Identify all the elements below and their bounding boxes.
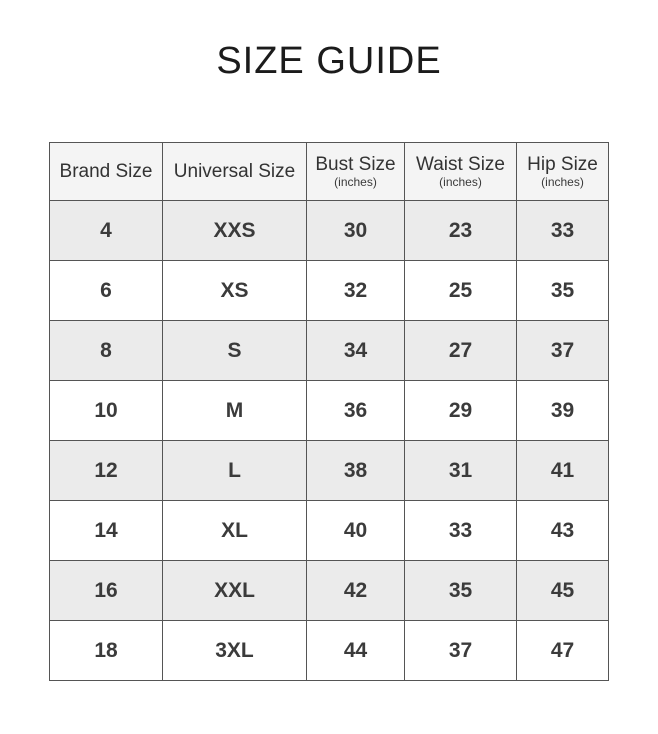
table-cell: 42: [307, 561, 405, 621]
table-cell: 39: [517, 381, 609, 441]
table-cell: 12: [50, 441, 163, 501]
column-header-hip-size: [517, 143, 609, 201]
table-row: [50, 441, 609, 501]
table-cell: 45: [517, 561, 609, 621]
table-row: [50, 621, 609, 681]
table-cell: 44: [307, 621, 405, 681]
table-cell: 33: [405, 501, 517, 561]
table-cell: 34: [307, 321, 405, 381]
table-cell: 37: [405, 621, 517, 681]
column-label: Universal Size: [173, 161, 296, 182]
table-row: [50, 381, 609, 441]
page-title: SIZE GUIDE: [216, 40, 442, 82]
table-cell: 37: [517, 321, 609, 381]
table-cell: 4: [50, 201, 163, 261]
column-header-bust-size: [307, 143, 405, 201]
table-cell: 47: [517, 621, 609, 681]
table-cell: M: [163, 381, 307, 441]
table-row: [50, 261, 609, 321]
table-cell: L: [163, 441, 307, 501]
table-cell: 18: [50, 621, 163, 681]
size-guide-table: [49, 142, 609, 681]
table-row: [50, 201, 609, 261]
table-cell: 3XL: [163, 621, 307, 681]
table-cell: XXS: [163, 201, 307, 261]
table-cell: 32: [307, 261, 405, 321]
table-cell: XXL: [163, 561, 307, 621]
column-header-waist-size: [405, 143, 517, 201]
column-header-brand-size: [50, 143, 163, 201]
table-cell: XS: [163, 261, 307, 321]
table-cell: 30: [307, 201, 405, 261]
table-cell: 23: [405, 201, 517, 261]
table-cell: 16: [50, 561, 163, 621]
table-cell: 36: [307, 381, 405, 441]
table-cell: 29: [405, 381, 517, 441]
table-cell: 33: [517, 201, 609, 261]
table-cell: 35: [517, 261, 609, 321]
column-label: Bust Size: [315, 154, 396, 175]
unit-label: (inches): [541, 175, 584, 189]
table-cell: XL: [163, 501, 307, 561]
column-label: Brand Size: [59, 161, 153, 182]
table-cell: 10: [50, 381, 163, 441]
table-row: [50, 501, 609, 561]
column-header-universal-size: [163, 143, 307, 201]
table-cell: 25: [405, 261, 517, 321]
table-cell: 14: [50, 501, 163, 561]
table-cell: 8: [50, 321, 163, 381]
table-row: [50, 561, 609, 621]
column-label: Hip Size: [527, 154, 598, 175]
table-cell: 6: [50, 261, 163, 321]
column-label: Waist Size: [415, 154, 506, 175]
table-cell: 27: [405, 321, 517, 381]
table-cell: 35: [405, 561, 517, 621]
table-cell: 43: [517, 501, 609, 561]
table-cell: S: [163, 321, 307, 381]
unit-label: (inches): [334, 175, 377, 189]
unit-label: (inches): [439, 175, 482, 189]
table-cell: 31: [405, 441, 517, 501]
table-cell: 38: [307, 441, 405, 501]
table-header-row: [50, 143, 609, 201]
table-cell: 41: [517, 441, 609, 501]
table-cell: 40: [307, 501, 405, 561]
table-row: [50, 321, 609, 381]
